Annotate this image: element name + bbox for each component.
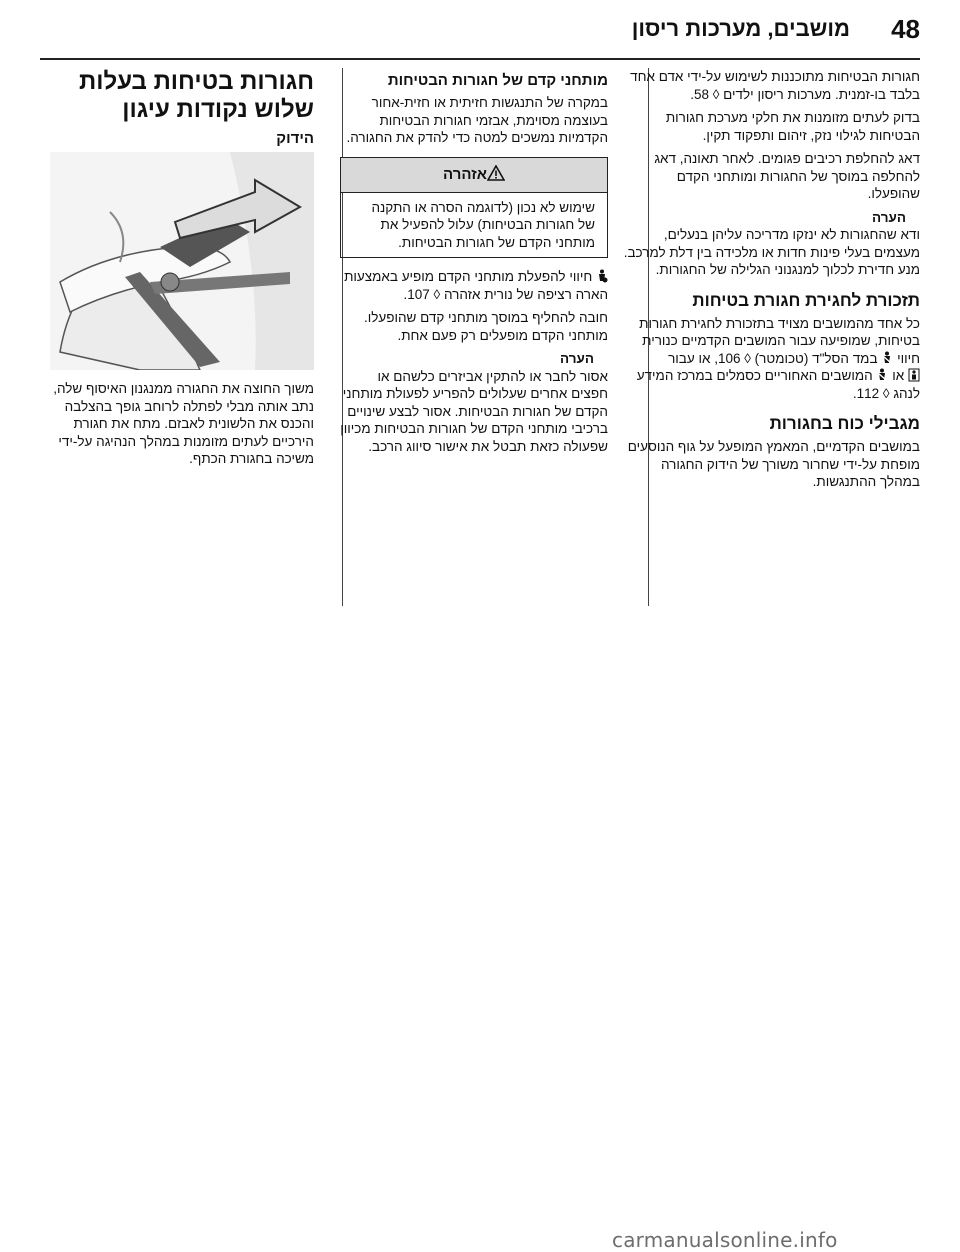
page-number: 48 bbox=[891, 14, 920, 44]
section-heading-reminder: תזכורת לחגירת חגורת בטיחות bbox=[692, 290, 920, 310]
warning-header bbox=[341, 158, 607, 193]
section-heading-pretensioners: מותחני קדם של חגורות הבטיחות bbox=[387, 72, 608, 89]
footer bbox=[0, 610, 960, 1252]
warning-heading: אזהרה bbox=[443, 165, 487, 183]
paragraph: במושבים הקדמיים, המאמץ המופעל על גוף הנוסעים מופחת על-ידי שחרור משורך של הידוק החגורה במהלך ההתנגשות. bbox=[627, 439, 920, 489]
section-heading-main: חגורות בטיחות בעלות שלוש נקודות עיגון bbox=[79, 68, 314, 123]
subheading-fastening: הידוק bbox=[276, 130, 314, 147]
paragraph: בדוק לעתים מזומנות את חלקי מערכת חגורות הבטיחות לגילוי נזק, זיהום ותפקוד תקין. bbox=[665, 110, 920, 143]
page-header bbox=[0, 0, 960, 60]
paragraph: חיווי להפעלת מותחני הקדם מופיע באמצעות הארה רציפה של נורית אזהרה ◊ 107. bbox=[344, 269, 608, 302]
paragraph: חגורות הבטיחות מתוכננות לשימוש על-ידי אדם אחד בלבד בו-זמנית. מערכות ריסון ילדים ◊ 58. bbox=[630, 69, 920, 102]
seatbelt-warning-icon bbox=[881, 351, 893, 365]
watermark: carmanualsonline.info bbox=[612, 1228, 838, 1252]
column-middle bbox=[340, 68, 608, 461]
column-right: חגורות הבטיחות מתוכננות לשימוש על-ידי אדם אחד בלבד בו-זמנית. מערכות ריסון ילדים ◊ 58. בדוק לעתים מזומנות את חלקי מערכת חגורות הבטיחות לגילוי נזק, זיהום ותפקוד תקין. דאג להחלפת רכיבים פגומים. לאחר תאונה, דאג להחלפה במוסך של החגורות ומותחני הקדם שהופעלו. הערה ודא שהחגורות לא ינזקו מדריכה עליהן בנעלים, מעצמים בעלי פינות חדות או מלכידה בין דלת למרכב. מנע חדירת לכלוך למנגנוני הגלילה של החגורות. תזכורת לחגירת חגורת בטיחות כל אחד מהמושבים מצויד בתזכורת לחגירת חגורות בטיחות, שמופיעה עבור המושבים הקדמיים כנורית חיווי במד הסל"ד (טכומטר) ◊ 106, או עבור או המושבים האחוריים כסמלים במרכז המידע לנהג ◊ 112. מגבילי כוח בחגורות במושבים הקדמיים, המאמץ המופעל על גוף הנוסעים מופחת על-ידי שחרור משורך של הידוק החגורה במהלך ההתנגשות. bbox=[623, 69, 920, 489]
paragraph: משוך החוצה את החגורה ממנגנון האיסוף שלה, נתב אותה מבלי לפתלה לרוחב גופך בהצלבה והכנס את הלשונית לאבזם. מתח את חגורת הירכיים לעתים מזומנות במהלך הנהיגה על-ידי משיכה בחגורת הכתף. bbox=[53, 381, 314, 466]
page-title: מושבים, מערכות ריסון bbox=[631, 16, 850, 41]
paragraph: כל אחד מהמושבים מצויד בתזכורת לחגירת חגורות בטיחות, שמופיעה עבור המושבים הקדמיים כנורית חיווי bbox=[639, 315, 920, 366]
section-heading-limiters: מגבילי כוח בחגורות bbox=[769, 414, 920, 433]
note-text: אסור לחבר או להתקין אביזרים כלשהם או חפצים אחרים שעלולים להפריע לפעולת מותחני הקדם של חגורות הבטיחות. אסור לבצע שינויים ברכיבי מותחני הקדם של חגורות הבטיחות מכיוון שפעולה כזאת תבטל את אישור סיווג הרכב. bbox=[340, 368, 608, 454]
warning-text: שימוש לא נכון (לדוגמה הסרה או התקנה של חגורות הבטיחות) עלול להפעיל את מותחני הקדם של חגורות הבטיחות. bbox=[371, 199, 595, 250]
note-heading: הערה bbox=[872, 209, 906, 225]
paragraph: דאג להחלפת רכיבים פגומים. לאחר תאונה, דאג להחלפה במוסך של החגורות ומותחני הקדם שהופעלו. bbox=[654, 151, 920, 201]
paragraph: חובה להחליף במוסך מותחני קדם שהופעלו. מותחני הקדם מופעלים רק פעם אחת. bbox=[363, 310, 608, 343]
warning-triangle-icon bbox=[487, 160, 505, 176]
seatbelt-reminder-icon bbox=[908, 368, 920, 382]
header-rule bbox=[40, 58, 920, 60]
seatbelt-warning-icon bbox=[876, 368, 888, 382]
paragraph: במקרה של התנגשות חזיתית או חזית-אחור בעוצמה מסוימת, אבזמי חגורות הבטיחות הקדמיות נמשכים למטה כדי להדק את החגורה. bbox=[346, 95, 608, 145]
warning-box bbox=[340, 157, 608, 259]
seatbelt-warning-icon bbox=[596, 269, 608, 283]
column-left bbox=[40, 68, 314, 474]
note-heading: הערה bbox=[560, 351, 594, 366]
paragraph: במד הסל"ד (טכומטר) ◊ 106, או עבור bbox=[668, 350, 878, 366]
note-text: ודא שהחגורות לא ינזקו מדריכה עליהן בנעלים, מעצמים בעלי פינות חדות או מלכידה בין דלת למרכב. מנע חדירת לכלוך למנגנוני הגלילה של החגורות. bbox=[623, 227, 920, 277]
seatbelt-illustration bbox=[50, 152, 314, 370]
